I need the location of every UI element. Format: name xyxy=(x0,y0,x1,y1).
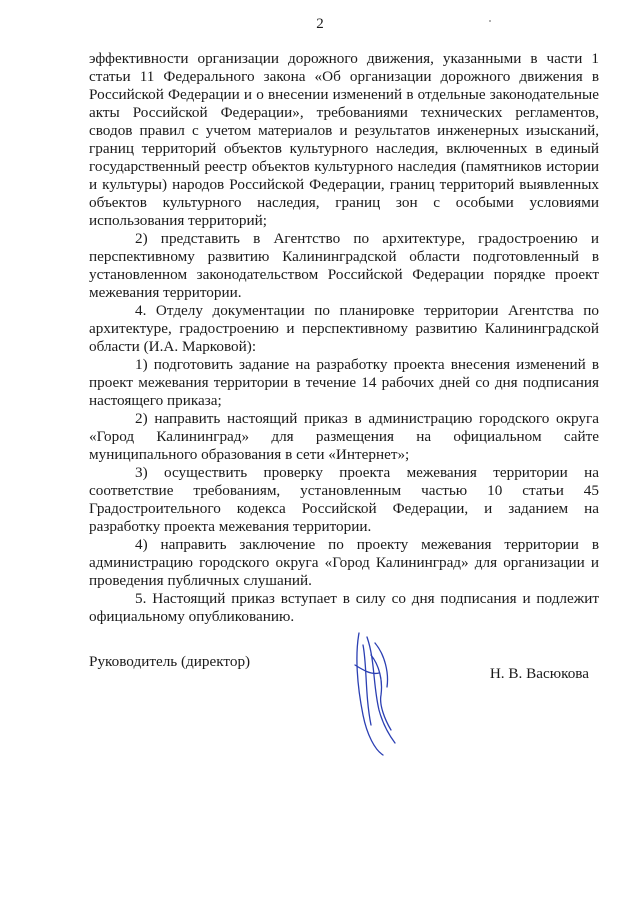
paragraph-subitem-2: 2) направить настоящий приказ в администрацию городского округа «Город Калининград» для размещения на официальном сайте муниципального образования в сети «Интернет»; xyxy=(89,410,599,463)
paragraph-subitem-3: 3) осуществить проверку проекта межевания территории на соответствие требованиям, установленным частью 10 статьи 45 Градостроительного кодекса Российской Федерации, и заданием на разработку проекта межевания территории. xyxy=(89,464,599,535)
paragraph-subitem-1: 1) подготовить задание на разработку проекта внесения изменений в проект межевания территории в течение 14 рабочих дней со дня подписания настоящего приказа; xyxy=(89,356,599,409)
scan-dot xyxy=(489,20,491,22)
handwritten-signature xyxy=(345,625,405,760)
paragraph-subitem-4: 4) направить заключение по проекту межевания территории в администрацию городского округа «Город Калининград» для организации и проведения публичных слушаний. xyxy=(89,536,599,589)
signer-name: Н. В. Васюкова xyxy=(489,665,589,682)
signer-role: Руководитель (директор) xyxy=(89,653,251,670)
paragraph-item-2: 2) представить в Агентство по архитектуре, градостроению и перспективному развитию Калининградской области подготовленный в установленном законодательством Российской Федерации порядке проект межевания территории. xyxy=(89,230,599,301)
page-number: 2 xyxy=(316,16,324,32)
paragraph-continuation: эффективности организации дорожного движения, указанными в части 1 статьи 11 Федерального закона «Об организации дорожного движения в Российской Федерации и о внесении изменений в отдельные законодательные акты Российской Федерации», требованиями технических регламентов, сводов правил с учетом материалов и результатов инженерных изысканий, границ территорий объектов культурного наследия, включенных в единый государственный реестр объектов культурного наследия (памятников истории и культуры) народов Российской Федерации, границ территорий выявленных объектов культурного наследия, границ зон с особыми условиями использования территорий; xyxy=(89,50,599,229)
paragraph-section-4: 4. Отделу документации по планировке территории Агентства по архитектуре, градостроению и перспективному развитию Калининградской области (И.А. Марковой): xyxy=(89,302,599,355)
document-body xyxy=(89,50,599,626)
paragraph-section-5: 5. Настоящий приказ вступает в силу со дня подписания и подлежит официальному опубликованию. xyxy=(89,590,599,625)
